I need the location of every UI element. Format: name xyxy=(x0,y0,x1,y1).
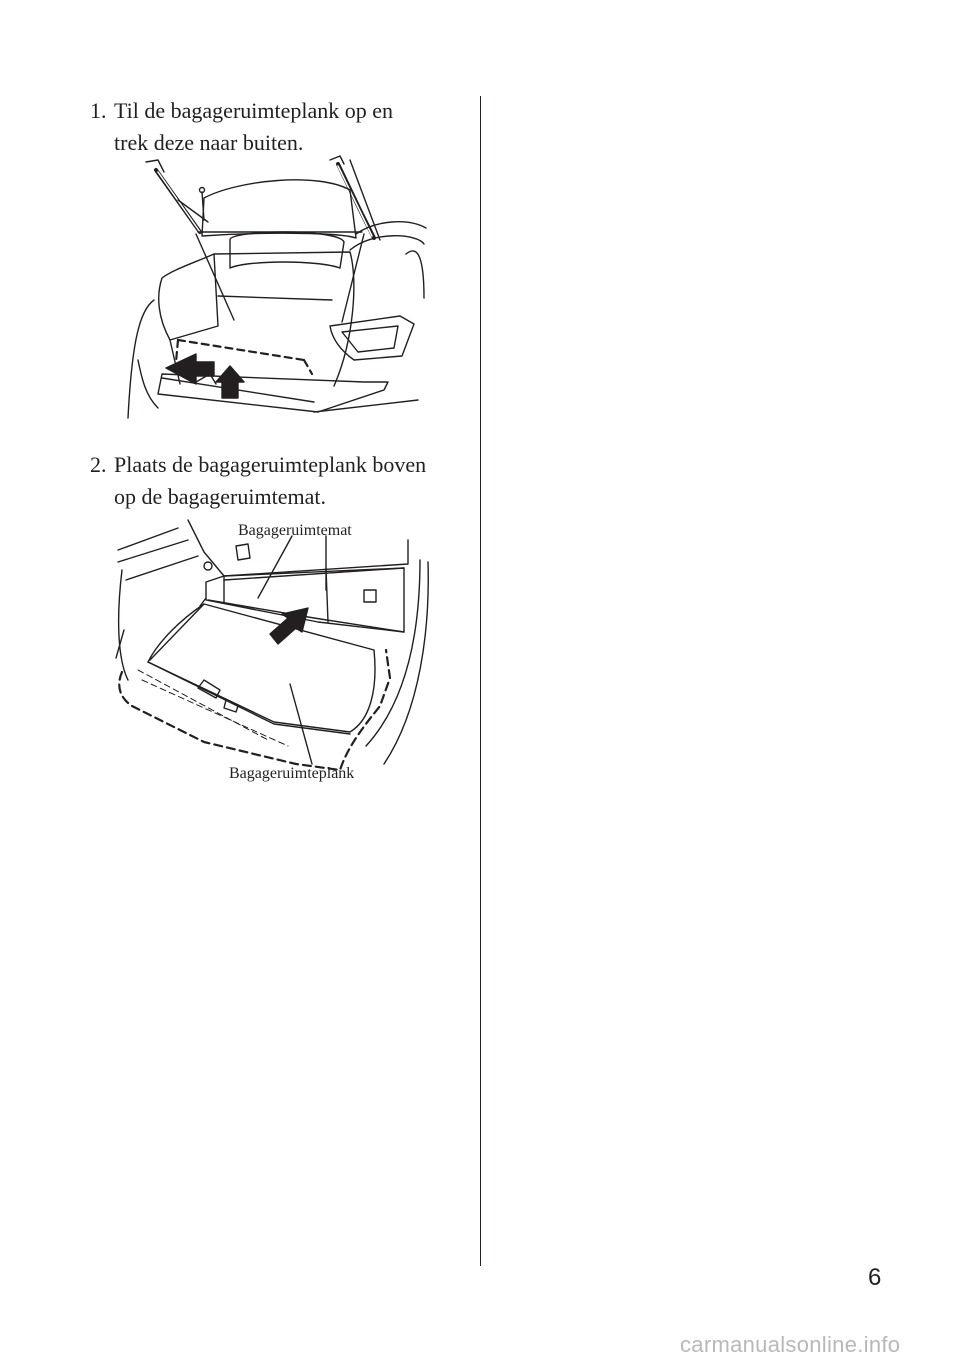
step-1-text-line-2: trek deze naar buiten. xyxy=(114,130,304,155)
step-2-line-1 xyxy=(90,449,470,481)
column-divider xyxy=(480,96,481,1266)
step-2 xyxy=(90,449,470,513)
step-1-line-1 xyxy=(90,95,470,127)
label-luggage-board: Bagageruimteplank xyxy=(229,765,355,782)
step-2-text-line-2: op de bagageruimtemat. xyxy=(114,484,326,509)
step-1-text-line-1: Til de bagageruimteplank op en xyxy=(114,98,394,123)
figure-lift-luggage-board xyxy=(118,150,438,430)
step-2-number: 2. xyxy=(90,452,107,477)
watermark: carmanualsonline.info xyxy=(680,1332,901,1357)
figure-place-board-on-mat xyxy=(108,510,438,800)
label-luggage-mat: Bagageruimtemat xyxy=(238,522,352,539)
step-2-text-line-1: Plaats de bagageruimteplank boven xyxy=(114,452,427,477)
step-1-number: 1. xyxy=(90,98,107,123)
page-number: 6 xyxy=(868,1264,882,1291)
